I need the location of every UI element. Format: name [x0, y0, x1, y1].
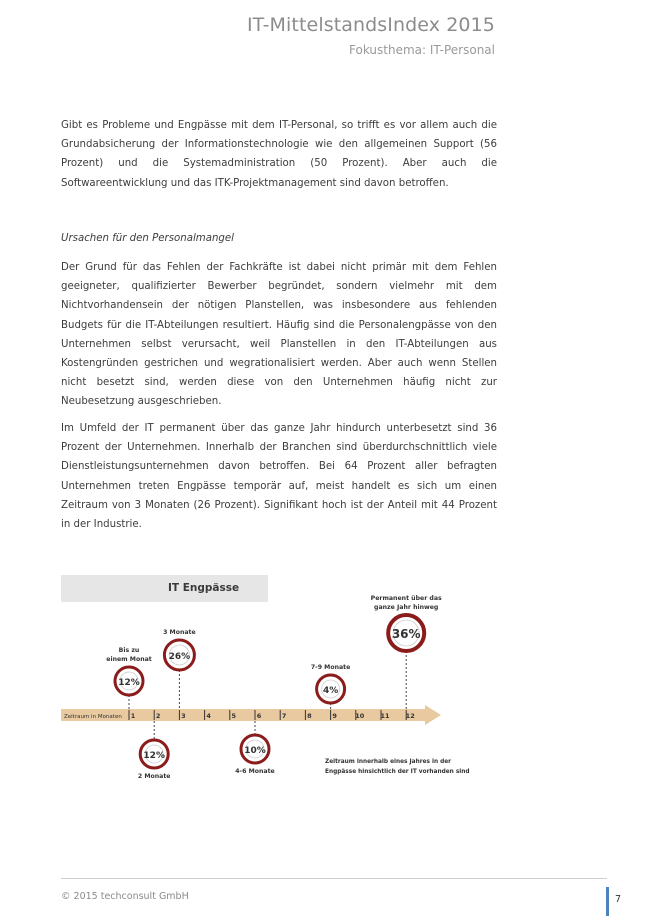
paragraph-permanent-shortage: Im Umfeld der IT permanent über das ganze Jahr hindurch unterbesetzt sind 36 Prozent der Unternehmen. Innerhalb der Branchen sind überdurchschnittlich viele Dienstleistungsunternehmen davon betroffen. Bei 64 Prozent aller befragten Unternehmen treten Engpässe temporär auf, meist handelt es sich um einen Zeitraum von 3 Monaten (26 Prozent). Signifikant hoch ist der Anteil mit 44 Prozent in der Industrie.	[61, 423, 497, 531]
share-value: 12%	[118, 678, 140, 688]
timeline-tick-label: 11	[380, 712, 390, 720]
timeline-tick-label: 3	[181, 712, 186, 720]
infographic-title: IT Engpässe	[168, 582, 240, 594]
infographic-note-line-2: Engpässe hinsichtlich der IT vorhanden sind	[325, 769, 470, 775]
timeline-tick-label: 12	[405, 712, 415, 720]
timeline-tick-label: 4	[206, 712, 211, 720]
page-number: 7	[615, 894, 622, 905]
page-number-marker	[606, 887, 609, 916]
infographic-note-line-1: Zeitraum innerhalb eines Jahres in der	[325, 759, 452, 765]
timeline-tick-label: 2	[155, 712, 161, 720]
share-value: 26%	[168, 652, 191, 662]
section-heading: Ursachen für den Personalmangel	[61, 233, 234, 244]
timeline-tick-label: 1	[130, 712, 136, 720]
timeline-tick-label: 6	[256, 712, 262, 720]
footer-copyright: © 2015 techconsult GmbH	[61, 891, 189, 902]
period-label: Permanent über das	[370, 595, 442, 602]
footer-divider	[61, 878, 607, 879]
timeline-tick-label: 10	[355, 712, 365, 720]
period-label: 7-9 Monate	[310, 664, 351, 671]
paragraph-support: Gibt es Probleme und Engpässe mit dem IT-Personal, so trifft es vor allem auch die Grundabsicherung der Informationstechnologie wie den allgemeinen Support (56 Prozent) und die Systemadministration (50 Prozent). Aber auch die Softwareentwicklung und das ITK-Projektmanagement sind davon betroffen.	[61, 120, 497, 189]
period-label: ganze Jahr hinweg	[374, 604, 439, 611]
timeline-tick-label: 8	[307, 712, 312, 720]
document-title: IT-MittelstandsIndex 2015	[246, 14, 495, 36]
timeline-tick-label: 7	[281, 712, 287, 720]
period-label: 3 Monate	[163, 629, 196, 636]
paragraph-causes: Der Grund für das Fehlen der Fachkräfte ist dabei nicht primär mit dem Fehlen geeigneter, qualifizierter Bewerber begründet, sondern vielmehr mit dem Nichtvorhandensein der nötigen Planstellen, was insbesondere aus fehlenden Budgets für die IT-Abteilungen resultiert. Häufig sind die Personalengpässe von den Unternehmen selbst verursacht, weil Planstellen in den IT-Abteilungen aus Kostengründen gestrichen und wegrationalisiert werden. Aber auch wenn Stellen nicht besetzt sind, werden diese von den Unternehmen häufig nicht zur Neubesetzung ausgeschrieben.	[61, 262, 497, 408]
document-subtitle: Fokusthema: IT-Personal	[349, 43, 495, 57]
period-label: einem Monat	[106, 656, 152, 663]
share-value: 12%	[143, 751, 165, 761]
period-label: 4-6 Monate	[235, 768, 275, 775]
share-value: 10%	[244, 746, 266, 756]
timeline-arrow-head	[425, 705, 441, 725]
timeline-tick-label: 5	[231, 712, 237, 720]
period-label: 2 Monate	[137, 773, 171, 780]
share-value: 36%	[391, 627, 421, 641]
share-value: 4%	[322, 686, 339, 696]
period-label: Bis zu	[118, 647, 140, 654]
timeline-tick-label: 9	[332, 712, 337, 720]
timeline-axis-label: Zeitraum in Monaten	[64, 714, 122, 720]
